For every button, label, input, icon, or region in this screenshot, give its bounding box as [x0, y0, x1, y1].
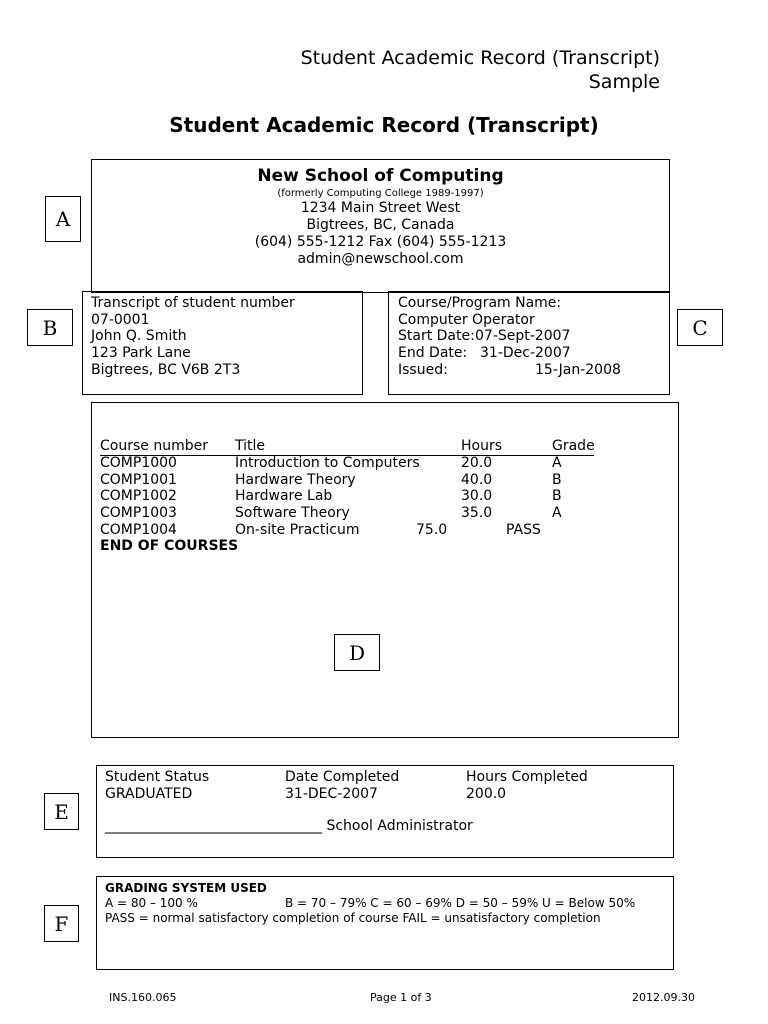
course-title: Introduction to Computers — [235, 455, 420, 471]
course-hours: 75.0 — [416, 521, 448, 538]
course-grade: A — [552, 505, 562, 522]
course-table-header — [100, 438, 600, 455]
header-title: Student Academic Record (Transcript) — [300, 47, 660, 69]
issued-date: 15-Jan-2008 — [535, 361, 621, 378]
course-grade: B — [552, 471, 562, 488]
course-grade: A — [552, 455, 562, 471]
table-row — [100, 505, 600, 522]
grading-scale-a: A = 80 – 100 % — [105, 896, 198, 910]
school-former-name: (formerly Computing College 1989-1997) — [277, 188, 484, 199]
signature-label: School Administrator — [326, 818, 473, 834]
course-hours: 40.0 — [461, 471, 493, 488]
end-date: 31-Dec-2007 — [480, 345, 571, 362]
course-grade: B — [552, 488, 562, 505]
program-name-label: Course/Program Name: — [398, 295, 562, 311]
student-name: John Q. Smith — [91, 328, 187, 345]
marker-c: C — [677, 309, 723, 346]
course-title: Software Theory — [235, 505, 350, 522]
start-date-label: Start Date: — [398, 328, 475, 345]
courses-box — [91, 402, 679, 738]
marker-f: F — [44, 905, 79, 942]
start-date: 07-Sept-2007 — [475, 328, 571, 345]
date-completed: 31-DEC-2007 — [285, 786, 378, 802]
table-row — [100, 488, 600, 505]
hours-completed-label: Hours Completed — [466, 769, 588, 785]
course-hours: 35.0 — [461, 505, 493, 522]
school-address-2: Bigtrees, BC, Canada — [306, 217, 455, 233]
marker-d: D — [334, 634, 380, 671]
student-street: 123 Park Lane — [91, 345, 191, 362]
student-info-box — [82, 291, 363, 395]
grading-title: GRADING SYSTEM USED — [105, 881, 267, 895]
grading-box — [96, 876, 674, 970]
student-number: 07-0001 — [91, 311, 150, 328]
issued-label: Issued: — [398, 361, 448, 378]
marker-e: E — [44, 793, 79, 830]
grading-pass-fail: PASS = normal satisfactory completion of course FAIL = unsatisfactory completion — [105, 911, 601, 925]
table-row — [100, 472, 600, 489]
header-subtitle: Sample — [588, 71, 660, 93]
end-of-courses: END OF COURSES — [100, 538, 239, 555]
status-label: Student Status — [105, 769, 210, 785]
date-completed-label: Date Completed — [285, 769, 400, 785]
end-date-label: End Date: — [398, 345, 468, 362]
course-number: COMP1001 — [100, 471, 177, 488]
course-title: On-site Practicum — [235, 521, 360, 538]
course-title: Hardware Theory — [235, 471, 356, 488]
status-box — [96, 765, 674, 858]
school-email: admin@newschool.com — [297, 251, 464, 267]
footer-document-code: INS.160.065 — [109, 991, 177, 1004]
page-title: Student Academic Record (Transcript) — [169, 113, 599, 137]
footer-page-number: Page 1 of 3 — [370, 991, 432, 1004]
course-hours: 20.0 — [461, 455, 493, 471]
school-info-box — [91, 159, 670, 293]
table-row — [100, 522, 600, 539]
grading-scale-others: B = 70 – 79% C = 60 – 69% D = 50 – 59% U = Below 50% — [285, 896, 636, 910]
header-grade: Grade — [552, 438, 595, 454]
marker-b: B — [27, 309, 73, 346]
hours-completed: 200.0 — [466, 786, 507, 802]
school-phone: (604) 555-1212 Fax (604) 555-1213 — [254, 234, 507, 250]
program-name: Computer Operator — [398, 311, 535, 328]
header-title: Title — [235, 438, 461, 456]
course-title: Hardware Lab — [235, 488, 333, 505]
school-name: New School of Computing — [257, 166, 504, 186]
table-row — [100, 455, 600, 472]
course-number: COMP1003 — [100, 505, 177, 522]
program-info-box — [388, 291, 670, 395]
footer-date: 2012.09.30 — [632, 991, 695, 1004]
course-number: COMP1004 — [100, 521, 177, 538]
header-course-number: Course number — [100, 438, 235, 456]
course-number: COMP1000 — [100, 455, 177, 471]
document-header — [301, 46, 660, 94]
course-hours: 30.0 — [461, 488, 493, 505]
course-grade: PASS — [506, 521, 541, 538]
school-address-1: 1234 Main Street West — [300, 200, 461, 216]
student-city: Bigtrees, BC V6B 2T3 — [91, 361, 241, 378]
course-number: COMP1002 — [100, 488, 177, 505]
student-number-label: Transcript of student number — [91, 295, 295, 311]
header-hours: Hours — [461, 438, 552, 456]
signature-line: _______________________________ — [105, 818, 322, 834]
status-value: GRADUATED — [105, 786, 193, 802]
marker-a: A — [45, 196, 81, 242]
